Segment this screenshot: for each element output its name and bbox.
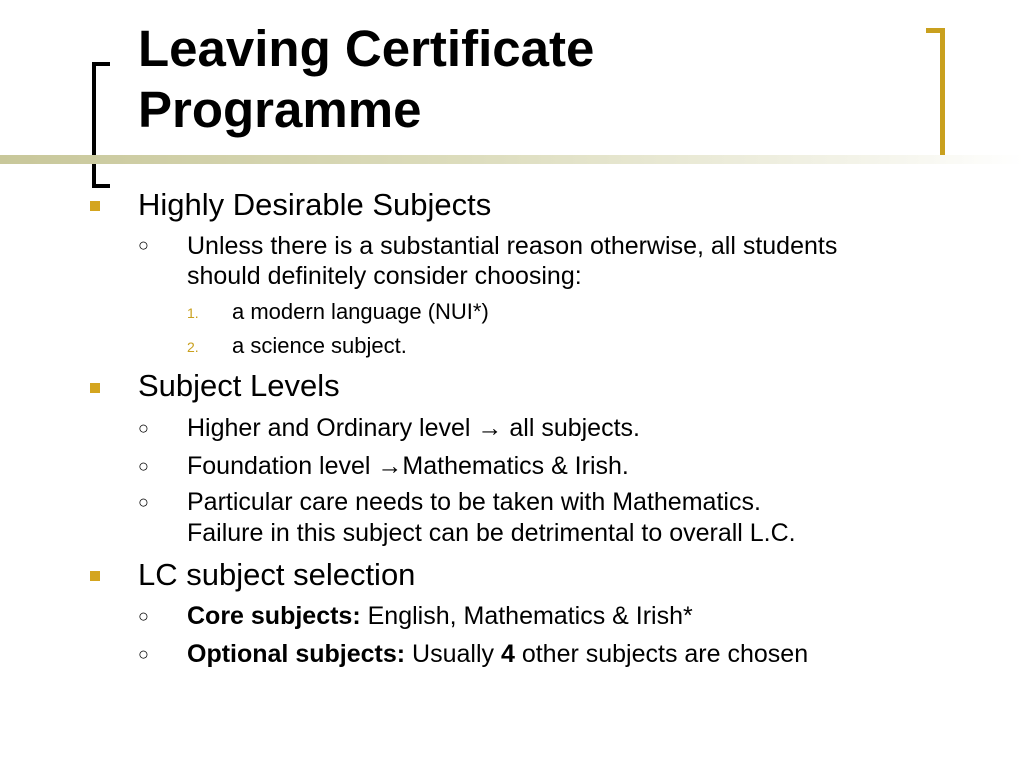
optional-subjects-label: Optional subjects:	[187, 640, 406, 668]
list-item-science: a science subject.	[232, 333, 407, 358]
sub-bullet-text: Higher and Ordinary level → all subjects.	[187, 414, 640, 442]
sub-bullet-text-cont: Failure in this subject can be detrimental to overall L.C.	[187, 519, 796, 547]
square-bullet-icon	[90, 201, 100, 211]
core-subjects-label: Core subjects:	[187, 602, 361, 630]
optional-subjects-text: Usually	[405, 640, 501, 668]
sub-bullet-text: Foundation level →Mathematics & Irish.	[187, 452, 629, 480]
sub-bullet-text: Particular care needs to be taken with Mathematics.	[187, 488, 761, 516]
square-bullet-icon	[90, 383, 100, 393]
title-line-1: Leaving Certificate	[138, 20, 595, 77]
square-bullet-icon	[90, 571, 100, 581]
bullet-heading-desirable: Highly Desirable Subjects	[138, 187, 492, 222]
circle-bullet-icon: ○	[138, 644, 149, 664]
circle-bullet-icon: ○	[138, 492, 149, 512]
title-underline-bar	[0, 155, 1024, 164]
optional-subjects-text-end: other subjects are chosen	[514, 640, 809, 668]
optional-subjects-count: 4	[500, 640, 515, 668]
slide-title	[138, 18, 594, 140]
list-item-language: a modern language (NUI*)	[232, 299, 489, 324]
bullet-heading-selection: LC subject selection	[138, 557, 416, 592]
core-subjects-text: English, Mathematics & Irish*	[360, 602, 693, 630]
core-subjects-line	[187, 601, 693, 632]
optional-subjects-line	[187, 639, 808, 670]
list-number: 1.	[187, 305, 199, 321]
circle-bullet-icon: ○	[138, 235, 149, 255]
sub-bullet-text-cont: should definitely consider choosing:	[187, 262, 582, 290]
title-line-2: Programme	[138, 81, 422, 138]
circle-bullet-icon: ○	[138, 418, 149, 438]
right-bracket-decoration	[926, 28, 945, 160]
left-bracket-decoration	[92, 62, 110, 188]
sub-bullet-text: Unless there is a substantial reason otherwise, all students	[187, 232, 838, 260]
list-number: 2.	[187, 339, 199, 355]
bullet-heading-levels: Subject Levels	[138, 368, 340, 403]
circle-bullet-icon: ○	[138, 606, 149, 626]
circle-bullet-icon: ○	[138, 456, 149, 476]
